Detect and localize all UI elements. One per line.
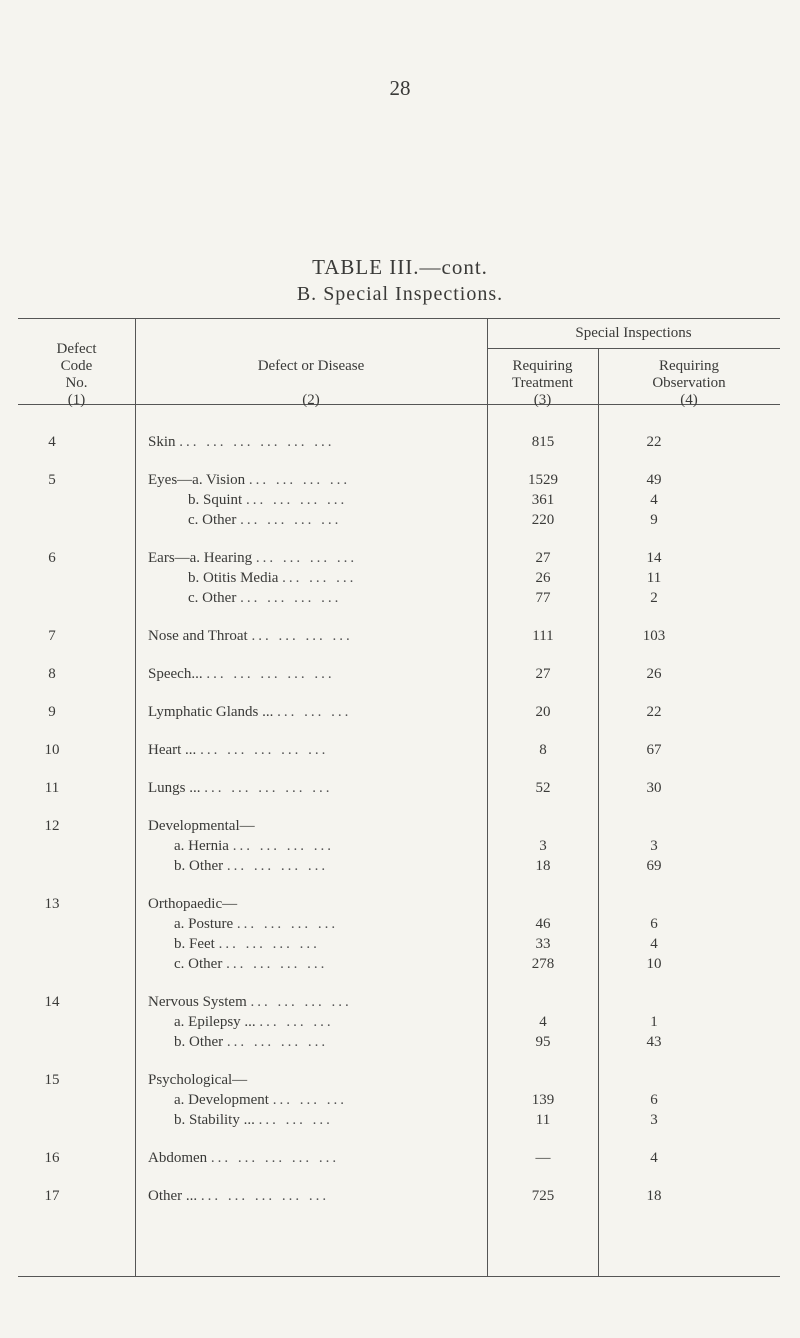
table-title: TABLE III.—cont. bbox=[312, 255, 488, 279]
table-row: b. Feet ... ... ... ... 33 4 bbox=[174, 936, 658, 952]
table-row: b. Stability ... ... ... ... 11 3 bbox=[174, 1112, 658, 1128]
table-top-rule bbox=[18, 318, 780, 319]
table-row: c. Other ... ... ... ... 220 9 bbox=[188, 512, 658, 528]
header-defect-code: Defect Code No. (1) bbox=[56, 341, 97, 408]
table-row: 15 Psychological— bbox=[44, 1072, 248, 1088]
table-row: 5 Eyes—a. Vision ... ... ... ... 1529 49 bbox=[48, 472, 662, 488]
table-row: 11 Lungs ... ... ... ... ... ... 52 30 bbox=[44, 780, 662, 796]
table-row: 7 Nose and Throat ... ... ... ... 111 103 bbox=[48, 628, 666, 644]
subtitle-text: Special Inspections. bbox=[323, 283, 504, 305]
table-row: b. Otitis Media ... ... ... 26 11 bbox=[188, 570, 662, 586]
table-row: b. Other ... ... ... ... 18 69 bbox=[174, 858, 662, 874]
header-special-inspections: Special Inspections bbox=[575, 325, 692, 341]
table-row: b. Squint ... ... ... ... 361 4 bbox=[188, 492, 658, 508]
table-row: 14 Nervous System ... ... ... ... bbox=[44, 994, 352, 1010]
table-row: b. Other ... ... ... ... 95 43 bbox=[174, 1034, 662, 1050]
table-row: 17 Other ... ... ... ... ... ... 725 18 bbox=[44, 1188, 662, 1204]
table-row: 8 Speech... ... ... ... ... ... 27 26 bbox=[48, 666, 662, 682]
table-row: c. Other ... ... ... ... 77 2 bbox=[188, 590, 658, 606]
table-row: 6 Ears—a. Hearing ... ... ... ... 27 14 bbox=[48, 550, 662, 566]
table-row: a. Epilepsy ... ... ... ... 4 1 bbox=[174, 1014, 658, 1030]
header-defect-disease: Defect or Disease (2) bbox=[257, 358, 365, 408]
table-row: 9 Lymphatic Glands ... ... ... ... 20 22 bbox=[48, 704, 662, 720]
table-row: a. Posture ... ... ... ... 46 6 bbox=[174, 916, 658, 932]
table-row: 16 Abdomen ... ... ... ... ... — 4 bbox=[44, 1150, 658, 1166]
table-row: c. Other ... ... ... ... 278 10 bbox=[174, 956, 662, 972]
table-row: 10 Heart ... ... ... ... ... ... 8 67 bbox=[44, 742, 662, 758]
group-header-rule bbox=[487, 348, 780, 349]
page-number: 28 bbox=[389, 76, 411, 100]
header-requiring-observation: Requiring Observation (4) bbox=[652, 358, 726, 408]
table-row: a. Development ... ... ... 139 6 bbox=[174, 1092, 658, 1108]
table-row: 12 Developmental— bbox=[44, 818, 255, 834]
header-requiring-treatment: Requiring Treatment (3) bbox=[511, 358, 574, 408]
table-row: a. Hernia ... ... ... ... 3 3 bbox=[174, 838, 658, 854]
table-row: 4 Skin ... ... ... ... ... ... 815 22 bbox=[48, 434, 662, 450]
subtitle-letter: B. bbox=[296, 283, 318, 305]
table-row: 13 Orthopaedic— bbox=[44, 896, 238, 912]
table-subtitle bbox=[0, 283, 800, 306]
table-bottom-rule bbox=[18, 1276, 780, 1277]
